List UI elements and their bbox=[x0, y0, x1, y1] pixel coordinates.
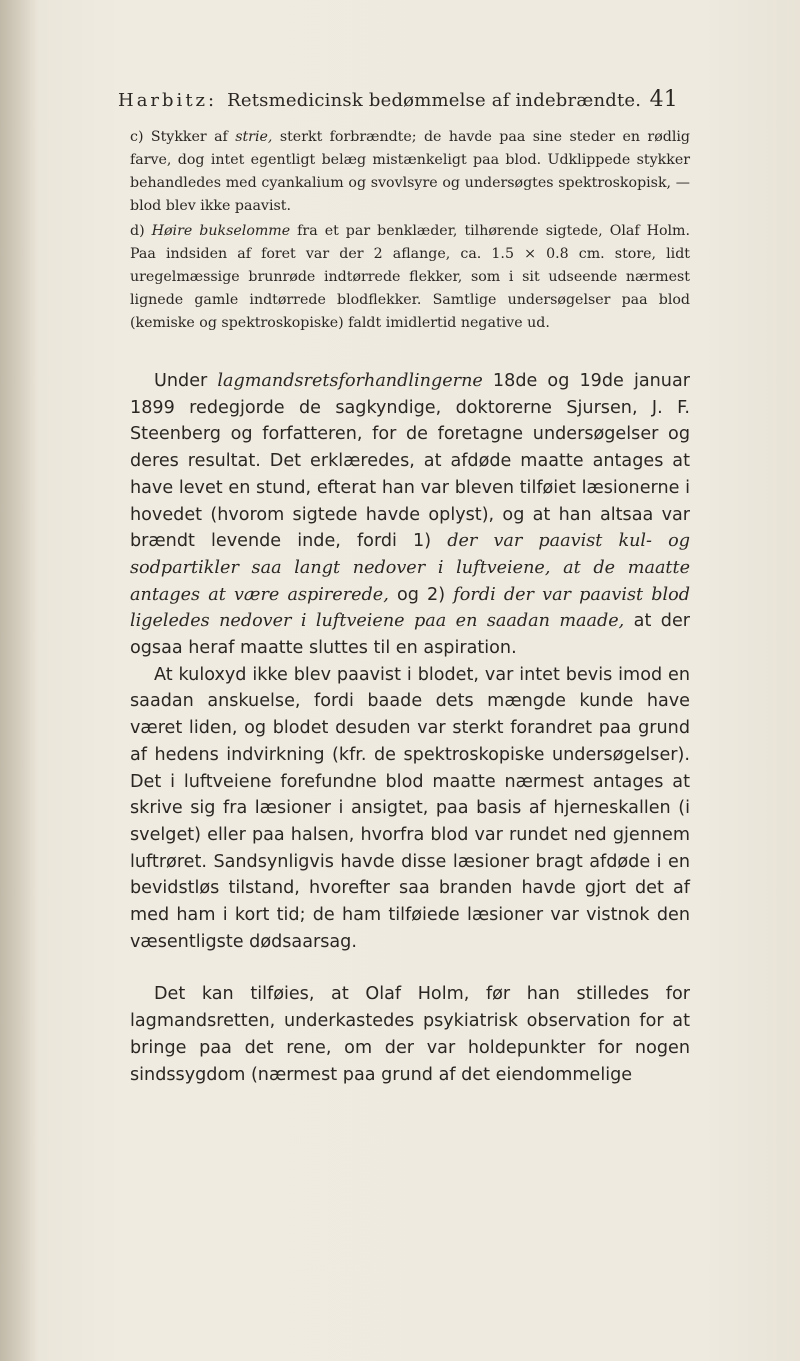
item-c-label: c) Stykker af bbox=[130, 129, 228, 145]
p1-italic-1: lagmandsretsforhandlingerne bbox=[217, 371, 483, 391]
item-d bbox=[130, 220, 690, 335]
main-text bbox=[130, 368, 690, 1088]
p1-text-a: Under bbox=[154, 371, 218, 391]
item-d-label: d) bbox=[130, 223, 145, 239]
p1-text-c: og 2) bbox=[388, 584, 454, 605]
gutter-shadow bbox=[0, 0, 38, 1361]
item-c bbox=[130, 126, 690, 218]
p1-italic-2: der var paavist kul- og sodpartikler saa langt nedover i luftveiene, at de maatte antages at være aspirerede, bbox=[130, 531, 690, 605]
page-number: 41 bbox=[649, 87, 678, 112]
running-header bbox=[118, 87, 678, 112]
item-d-text: fra et par benklæder, tilhørende sigtede, Olaf Holm. Paa indsiden af foret var der 2 aflange, ca. 1.5 × 0.8 cm. store, lidt uregelmæssige brunrøde indtørrede flekker, som i sit udseende nærmest lignede gamle indtørrede blodflekker. Samtlige undersøgelser paa blod (kemiske og spektroskopiske) faldt imidlertid negative ud. bbox=[130, 223, 691, 331]
item-c-text: sterkt forbrændte; de havde paa sine steder en rødlig farve, dog intet egentligt belæg mistænkeligt paa blod. Udklippede stykker behandledes med cyankalium og svovlsyre og undersøgtes spektroskopisk, — blod blev ikke paavist. bbox=[130, 129, 690, 214]
paragraph-2: At kuloxyd ikke blev paavist i blodet, var intet bevis imod en saadan anskuelse, fordi baade dets mængde kunde have været liden, og blodet desuden var sterkt forandret paa grund af hedens indvirkning (kfr. de spektroskopiske undersøgelser). Det i luftveiene forefundne blod maatte nærmest antages at skrive sig fra læsioner i ansigtet, paa basis af hjerneskallen (i svelget) eller paa halsen, hvorfra blod var rundet ned gjennem luftrøret. Sandsynligvis havde disse læsioner bragt afdøde i en bevidstløs tilstand, hvorefter saa branden havde gjort det af med ham i kort tid; de ham tilføiede læsioner var vistnok den væsentligste dødsaarsag. bbox=[130, 664, 690, 952]
p1-text-b: 18de og 19de januar 1899 redegjorde de sagkyndige, doktorerne Sjursen, J. F. Steenberg og forfatteren, for de foretagne undersøgelser og deres resultat. Det erklæredes, at afdøde maatte antages at have levet en stund, efterat han var bleven tilføiet læsionerne i hovedet (hvorom sigtede havde oplyst), og at han altsaa var brændt levende inde, fordi 1) bbox=[130, 371, 690, 552]
p1-italic-3: fordi der var paavist blod ligeledes nedover i luftveiene paa en saadan maade, bbox=[130, 584, 690, 632]
small-print-block bbox=[130, 126, 690, 335]
item-c-italic: strie, bbox=[235, 129, 273, 145]
item-d-italic: Høire bukselomme bbox=[151, 223, 291, 239]
header-author: Harbitz: bbox=[118, 90, 218, 111]
header-title: Retsmedicinsk bedømmelse af indebrændte. bbox=[227, 90, 642, 111]
p1-text-d: at der ogsaa heraf maatte sluttes til en aspiration. bbox=[130, 611, 691, 659]
paragraph-3: Det kan tilføies, at Olaf Holm, før han stilledes for lagmandsretten, underkastedes psykiatrisk observation for at bringe paa det rene, om der var holdepunkter for nogen sindssygdom (nærmest paa grund af det eiendommelige bbox=[130, 984, 690, 1085]
paragraph-1 bbox=[130, 368, 690, 662]
